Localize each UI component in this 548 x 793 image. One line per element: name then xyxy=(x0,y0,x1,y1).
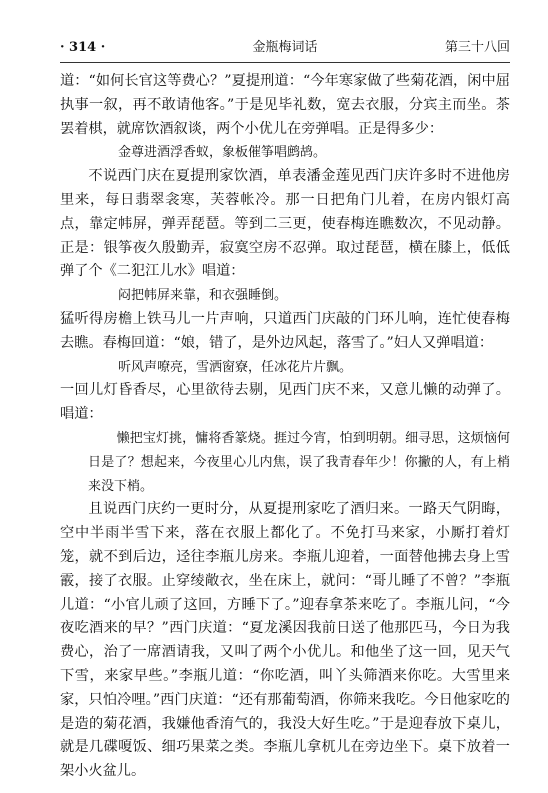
paragraph: 且说西门庆约一更时分，从夏提刑家吃了酒归来。一路天气阴晦，空中半雨半雪下来，落在衣服上都化了。不免打马来家，小厮打着灯笼，就不到后边，迳往李瓶儿房来。李瓶儿迎着，一面替他拂去身上雪霰，接了衣服。止穿绫敞衣，坐在床上，就问：“哥儿睡了不曾？”李瓶儿道：“小官儿顽了这回，方睡下了。”迎春拿茶来吃了。李瓶儿问，“今夜吃酒来的早？”西门庆道：“夏龙溪因我前日送了他那匹马，今日为我费心，治了一席酒请我，又叫了两个小优儿。和他坐了这一回，见天气下雪，来家早些。”李瓶儿道：“你吃酒，叫丫头筛酒来你吃。大雪里来家，只怕冷哩。”西门庆道：“还有那葡萄酒，你筛来我吃。今日他家吃的是造的菊花酒，我嫌他香淯气的，我没大好生吃。”于是迎春放下桌儿，就是几碟嗄饭、细巧果菜之类。李瓶儿拿杌儿在旁边坐下。桌下放着一架小火盆儿。 xyxy=(60,501,510,780)
running-header xyxy=(60,38,510,58)
paragraph: 不说西门庆在夏提刑家饮酒，单表潘金莲见西门庆许多时不进他房里来，每日翡翠衾寒，芙蓉帐冷。那一日把角门儿着，在房内银灯高点，靠定帏屏，弹弄琵琶。等到二三更，使春梅连瞧数次，不见动静。正是：银筝夜久殷勤弄，寂寞空房不忍弹。取过琵琶，横在膝上，低低弹了个《二犯江儿水》唱道： xyxy=(60,168,510,280)
header-rule xyxy=(60,62,510,63)
page-body xyxy=(60,70,510,784)
verse: 闷把帏屏来靠，和衣强睡倒。 xyxy=(118,288,288,304)
chapter-title: 第三十八回 xyxy=(444,40,510,55)
book-title: 金瓶梅词话 xyxy=(252,40,318,55)
paragraph: 一回儿灯昏香尽，心里欲待去剔，见西门庆不来，又意儿懒的动弹了。唱道： xyxy=(60,382,510,423)
page-number: · 314 · xyxy=(60,40,106,55)
verse: 听风声嘹亮，雪洒窗寮，任冰花片片飘。 xyxy=(118,359,353,375)
paragraph: 道：“如何长官这等费心？”夏提刑道：“今年寒家做了些菊花酒，闲中屈执事一叙，再不敢请他客。”于是见毕礼数，宽去衣服，分宾主而坐。茶罢着棋，就席饮酒叙谈，两个小优儿在旁弹唱。正是得多少： xyxy=(60,73,510,137)
verse: 金尊进酒浮香蚁，象板催筝唱鹧鸪。 xyxy=(118,145,327,161)
verse: 懒把宝灯挑，慵将香篆烧。捱过今宵，怕到明朝。细寻思，这烦恼何日是了？想起来，今夜里心儿内焦，误了我青春年少！你撇的人，有上梢来没下梢。 xyxy=(88,430,510,494)
paragraph: 猛听得房檐上铁马儿一片声响，只道西门庆敲的门环儿响，连忙使春梅去瞧。春梅回道：“娘，错了，是外边风起，落雪了。”妇人又弹唱道： xyxy=(60,310,510,351)
